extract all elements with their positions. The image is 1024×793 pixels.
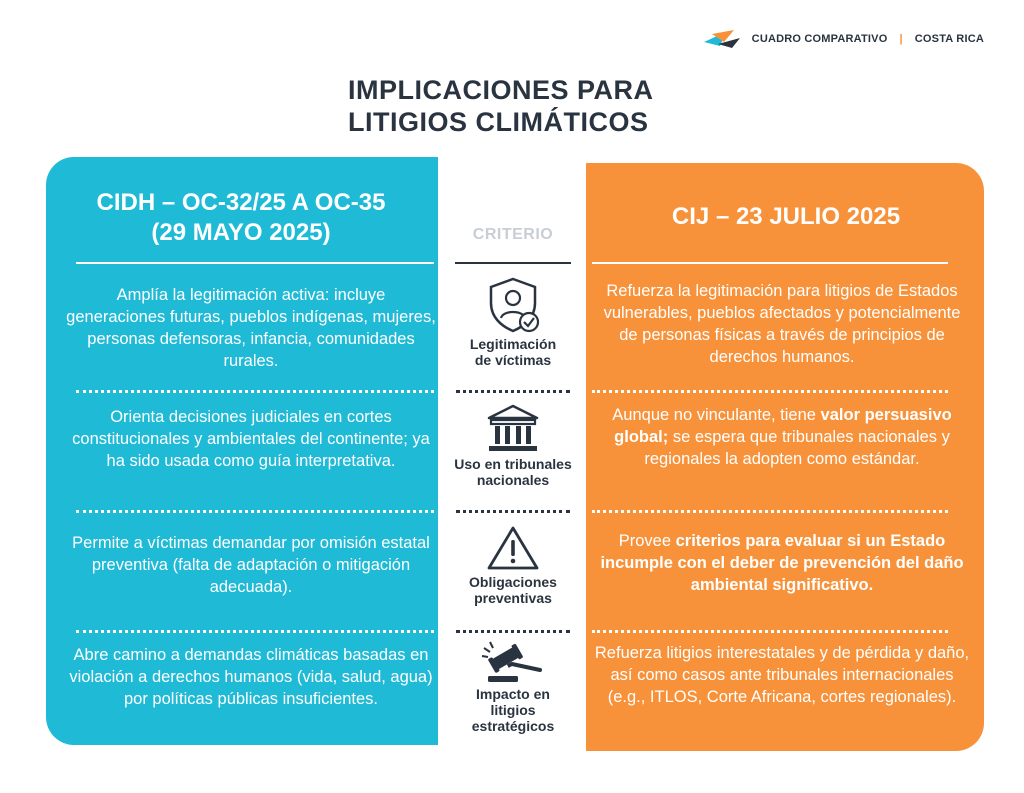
row1-criterion-line2: de víctimas <box>474 352 552 368</box>
right-header-divider <box>592 262 948 264</box>
brand-right: COSTA RICA <box>914 33 984 45</box>
row3-criterion-line1: Obligaciones <box>469 574 557 590</box>
courthouse-icon <box>485 402 541 454</box>
row2-criterion-line1: Uso en tribunales <box>454 456 572 472</box>
row4-criterion-line3: estratégicos <box>471 718 555 734</box>
row1-criterion-line1: Legitimación <box>469 336 557 352</box>
row1-criterion <box>440 276 586 368</box>
right-row-divider <box>592 510 948 513</box>
row4-cidh-text: Abre camino a demandas climáticas basadas en violación a derechos humanos (vida, salud, agua) por políticas públicas insuficientes. <box>69 646 433 708</box>
brand-header <box>704 28 984 50</box>
warning-triangle-icon <box>486 524 540 572</box>
row3-cij-text-a: Provee <box>618 532 676 550</box>
row3-cij-text-bold: criterios para evaluar si un Estado incumple con el deber de prevención del daño ambiental significativo. <box>600 532 964 594</box>
right-row-divider <box>592 390 948 393</box>
row4-cij-text: Refuerza litigios interestatales y de pérdida y daño, así como casos ante tribunales internacionales (e.g., ITLOS, Corte Africana, cortes regionales). <box>594 644 970 706</box>
page-title <box>348 74 654 138</box>
left-row-divider <box>76 510 434 513</box>
left-row-divider <box>76 630 434 633</box>
mid-row-divider <box>456 510 570 513</box>
cidh-column-header <box>56 188 426 248</box>
gavel-icon <box>480 640 546 684</box>
person-shield-check-icon <box>483 276 543 334</box>
row2-criterion <box>440 402 586 488</box>
row2-cidh-text: Orienta decisiones judiciales en cortes constitucionales y ambientales del continente; ya ha sido usada como guía interpretativa. <box>72 408 430 470</box>
row3-cidh-text: Permite a víctimas demandar por omisión estatal preventiva (falta de adaptación o mitigación adecuada). <box>72 534 430 596</box>
page-title-line2: LITIGIOS CLIMÁTICOS <box>348 107 649 137</box>
mid-row-divider <box>456 390 570 393</box>
brand-logo-icon <box>704 28 744 50</box>
mid-row-divider <box>456 630 570 633</box>
brand-separator: | <box>899 33 903 45</box>
row2-cij-text <box>594 404 970 470</box>
left-header-divider <box>76 262 434 264</box>
right-row-divider <box>592 630 948 633</box>
row3-criterion-line2: preventivas <box>474 590 552 606</box>
row1-cij-text: Refuerza la legitimación para litigios de Estados vulnerables, pueblos afectados y potencialmente de personas físicas a través de principios de derechos humanos. <box>603 282 961 366</box>
brand-left: CUADRO COMPARATIVO <box>751 33 888 45</box>
row2-cij-text-a: Aunque no vinculante, tiene <box>612 406 821 424</box>
criterio-underline <box>455 262 571 264</box>
cidh-title-line2: (29 MAYO 2025) <box>151 219 331 246</box>
cidh-title-line1: CIDH – OC-32/25 A OC-35 <box>96 189 386 216</box>
left-row-divider <box>76 390 434 393</box>
row2-cij-text-c: se espera que tribunales nacionales y regionales la adopten como estándar. <box>644 428 950 468</box>
row4-criterion <box>440 640 586 734</box>
row2-criterion-line2: nacionales <box>476 472 550 488</box>
row4-criterion-line1: Impacto en <box>476 686 550 702</box>
row2-cij-text-bold: valor persuasivo global; <box>614 406 952 446</box>
page-title-line1: IMPLICACIONES PARA <box>348 75 654 105</box>
cij-column-header: CIJ – 23 JULIO 2025 <box>671 203 901 230</box>
row4-criterion-line2: litigios <box>490 702 536 718</box>
row1-cidh-text: Amplía la legitimación activa: incluye generaciones futuras, pueblos indígenas, mujeres, personas defensoras, infancia, comunidades rurales. <box>66 286 436 370</box>
criterio-column-header: CRITERIO <box>472 226 554 243</box>
row3-cij-text <box>594 530 970 596</box>
row3-criterion <box>440 524 586 606</box>
